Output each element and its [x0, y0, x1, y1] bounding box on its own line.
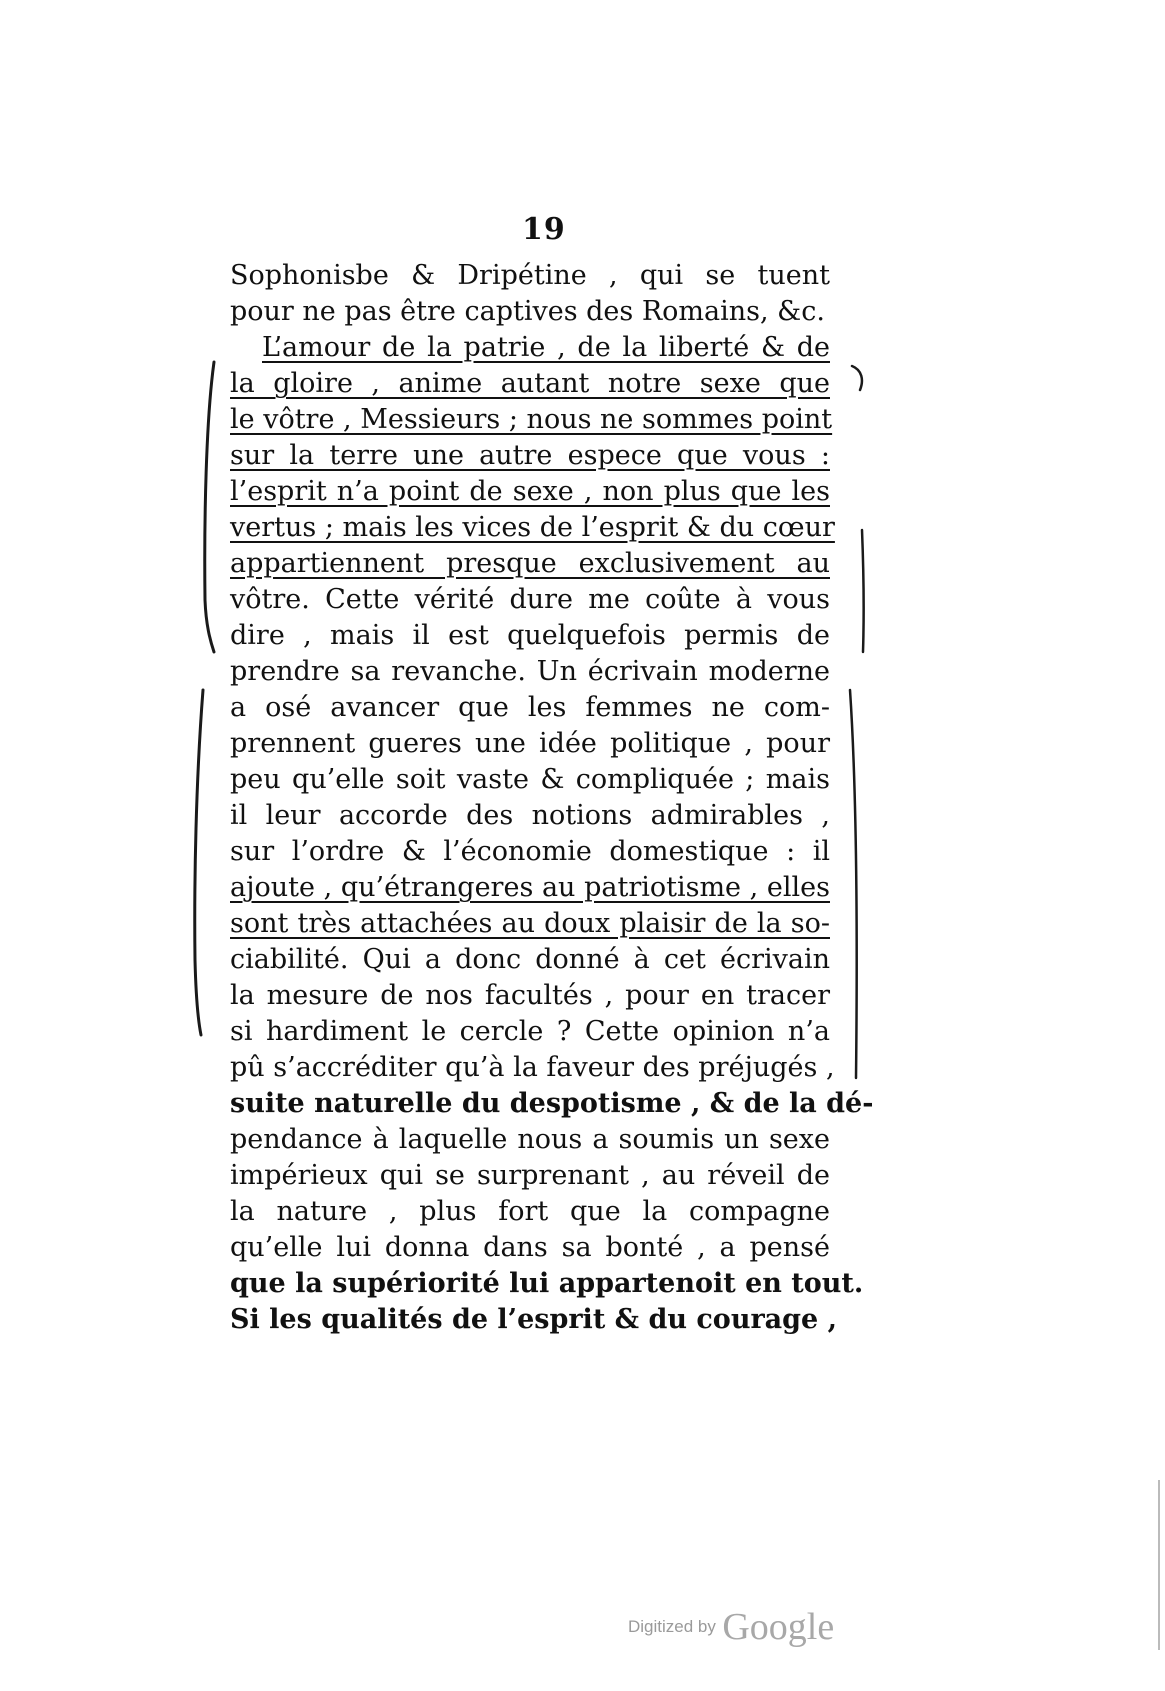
page-number: 19 [522, 212, 566, 247]
text-line: vertus ; mais les vices de l’esprit & du cœur [230, 512, 835, 543]
text-line: suite naturelle du despotisme , & de la dé- [230, 1088, 874, 1119]
left-bracket-bottom-mark [195, 690, 203, 1035]
scan-edge [1158, 1480, 1160, 1650]
text-line: la nature , plus fort que la compagne [230, 1196, 830, 1227]
text-line: il leur accorde des notions admirables , [230, 800, 830, 831]
right-bracket-bottom-mark [850, 690, 857, 1078]
text-line: la mesure de nos facultés , pour en tracer [230, 980, 830, 1011]
text-line: sont très attachées au doux plaisir de la so- [230, 908, 830, 939]
text-line: peu qu’elle soit vaste & compliquée ; mais [230, 764, 830, 795]
text-line: dire , mais il est quelquefois permis de [230, 620, 830, 651]
text-line: sur l’ordre & l’économie domestique : il [230, 836, 830, 867]
text-line: qu’elle lui donna dans sa bonté , a pensé [230, 1232, 830, 1263]
text-line: a osé avancer que les femmes ne com- [230, 692, 830, 723]
text-line: ciabilité. Qui a donc donné à cet écrivain [230, 944, 830, 975]
text-line: prennent gueres une idée politique , pour [230, 728, 830, 759]
right-bracket-top-mark [852, 366, 862, 390]
right-bracket-middle-mark [862, 530, 864, 652]
text-line: pour ne pas être captives des Romains, &c. [230, 296, 825, 327]
google-logo: Google [722, 1606, 835, 1648]
text-line: le vôtre , Messieurs ; nous ne sommes point [230, 404, 833, 435]
digitized-watermark [628, 1605, 834, 1649]
body-text [230, 258, 874, 1338]
watermark-prefix: Digitized by [628, 1617, 716, 1636]
text-line: appartiennent presque exclusivement au [230, 548, 830, 579]
text-line: Sophonisbe & Dripétine , qui se tuent [230, 260, 830, 291]
text-line: ajoute , qu’étrangeres au patriotisme , elles [230, 872, 830, 903]
text-line: l’esprit n’a point de sexe , non plus que les [230, 476, 830, 507]
text-line: la gloire , anime autant notre sexe que [230, 368, 830, 399]
text-line: si hardiment le cercle ? Cette opinion n’a [230, 1016, 830, 1047]
text-line: que la supériorité lui appartenoit en tout. [230, 1268, 864, 1299]
text-line: vôtre. Cette vérité dure me coûte à vous [230, 584, 830, 615]
text-line: impérieux qui se surprenant , au réveil de [230, 1160, 830, 1191]
text-line: L’amour de la patrie , de la liberté & de [262, 332, 830, 363]
text-line: pû s’accréditer qu’à la faveur des préjugés , [230, 1052, 835, 1083]
text-line: Si les qualités de l’esprit & du courage , [230, 1304, 838, 1335]
text-line: pendance à laquelle nous a soumis un sexe [230, 1124, 830, 1155]
text-line: sur la terre une autre espece que vous : [230, 440, 830, 471]
text-line: prendre sa revanche. Un écrivain moderne [230, 656, 830, 687]
left-bracket-top-mark [205, 362, 214, 652]
